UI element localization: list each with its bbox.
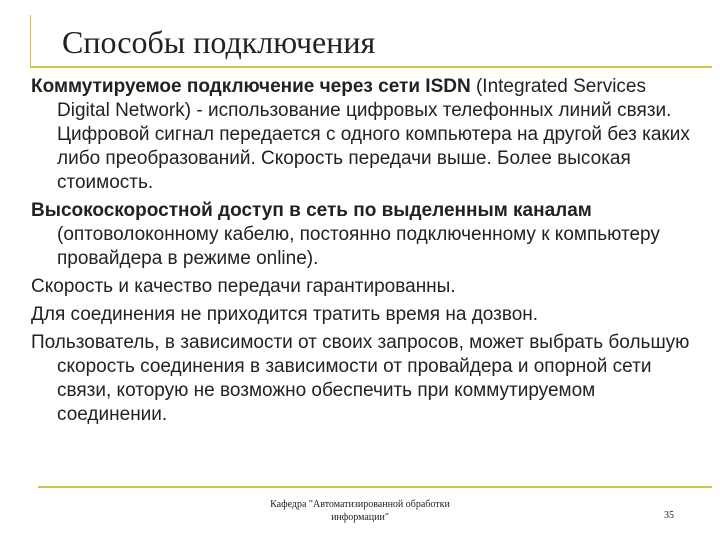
isdn-text: (Integrated Services Digital Network) - использование цифровых телефонных линий связи. Цифровой сигнал передается с одного компьютера на другой без каких либо преобразований. Скорость передачи выше. Более высокая стоимость. xyxy=(57,76,690,193)
slide-title: Способы подключения xyxy=(62,24,376,60)
paragraph-dedicated xyxy=(31,199,703,271)
footer-divider xyxy=(38,486,712,488)
paragraph-quality: Скорость и качество передачи гарантированны. xyxy=(31,276,456,297)
footer-department xyxy=(240,498,480,524)
dedicated-heading: Высокоскоростной доступ в сеть по выделенным каналам xyxy=(31,200,592,221)
page-number: 35 xyxy=(664,510,674,521)
footer-line-1: Кафедра "Автоматизированной обработки xyxy=(270,499,450,510)
isdn-heading: Коммутируемое подключение через сети ISDN xyxy=(31,76,471,97)
paragraph-isdn xyxy=(31,75,703,195)
slide-body xyxy=(31,75,703,431)
paragraph-no-dialing: Для соединения не приходится тратить время на дозвон. xyxy=(31,304,539,325)
paragraph-speed-choice: Пользователь, в зависимости от своих запросов, может выбрать большую скорость соединения в зависимости от провайдера и опорной сети связи, которую не возможно обеспечить при коммутируемом соединении. xyxy=(31,332,690,425)
dedicated-text: (оптоволоконному кабелю, постоянно подключенному к компьютеру провайдера в режиме online). xyxy=(57,224,660,269)
footer-line-2: информации" xyxy=(331,512,389,523)
